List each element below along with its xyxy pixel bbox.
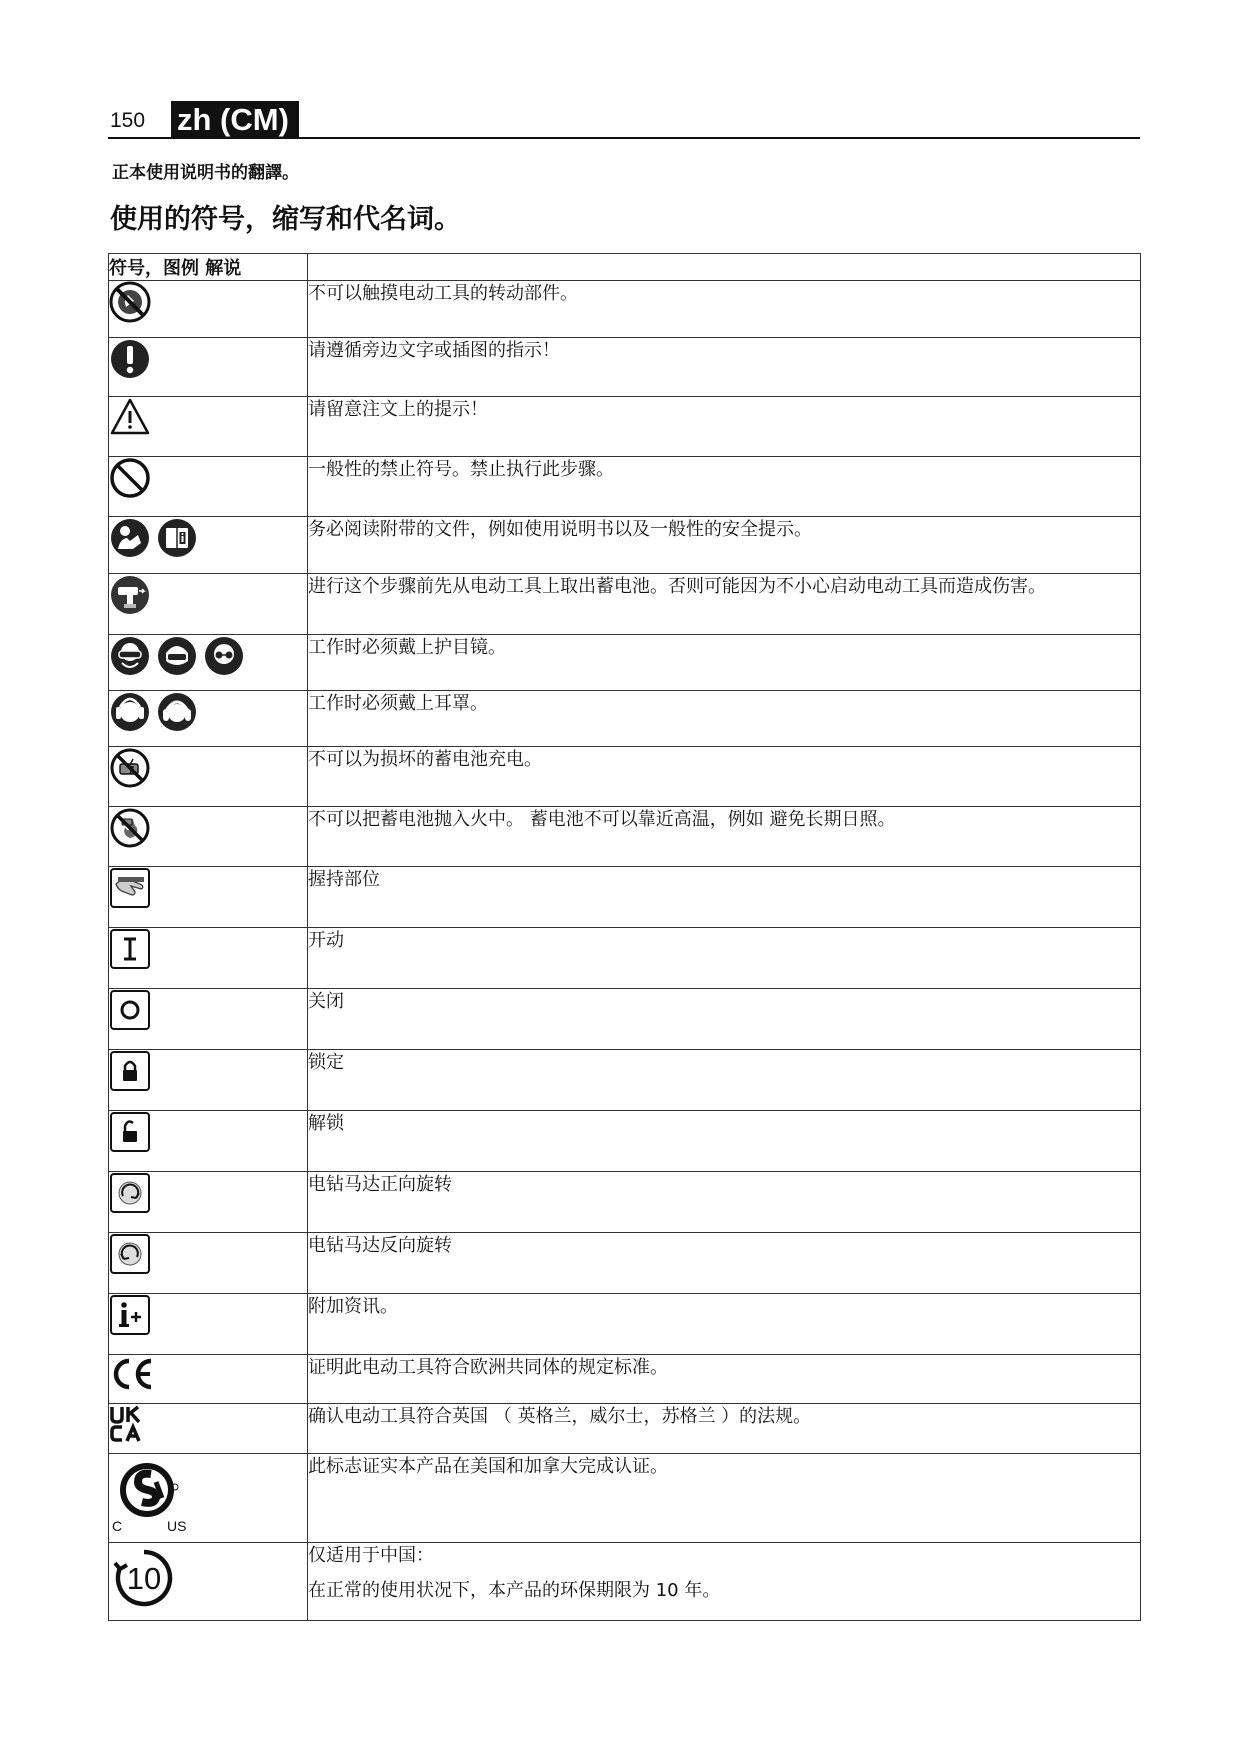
header-rule [108, 137, 1140, 139]
goggles-icon [109, 635, 151, 677]
table-row [109, 1294, 1141, 1355]
ear-protection-icon [109, 691, 151, 733]
table-row [109, 1172, 1141, 1233]
page-header [108, 101, 1140, 139]
no-touch-rotating-icon [109, 281, 151, 323]
table-row [109, 1404, 1141, 1454]
table-row [109, 1543, 1141, 1621]
face-shield-icon [156, 635, 198, 677]
row-description: 进行这个步骤前先从电动工具上取出蓄电池。否则可能因为不小心启动电动工具而造成伤害。 [308, 574, 1141, 635]
table-row [109, 807, 1141, 867]
row-description: 不可以触摸电动工具的转动部件。 [308, 281, 1141, 338]
exclamation-icon [109, 338, 151, 380]
row-description: 电钻马达正向旋转 [308, 1172, 1141, 1233]
remove-battery-icon [109, 574, 151, 616]
symbols-table [108, 253, 1141, 1621]
table-row [109, 338, 1141, 397]
header-description [308, 254, 1141, 281]
row-description: 请遵循旁边文字或插图的指示！ [308, 338, 1141, 397]
table-row [109, 989, 1141, 1050]
table-row [109, 574, 1141, 635]
rotate-counterclockwise-icon [109, 1233, 151, 1275]
table-row [109, 397, 1141, 457]
table-row [109, 457, 1141, 517]
row-description: 仅适用于中国： [308, 1545, 434, 1566]
page-number: 150 [110, 109, 146, 132]
row-description: 务必阅读附带的文件，例如使用说明书以及一般性的安全提示。 [308, 517, 1141, 574]
csa-us-label: US [167, 1518, 187, 1534]
switch-off-icon [109, 989, 151, 1031]
ce-mark-icon [109, 1355, 155, 1393]
ear-muffs-icon [156, 691, 198, 733]
table-row [109, 867, 1141, 928]
lock-icon [109, 1050, 151, 1092]
table-row [109, 1050, 1141, 1111]
switch-on-icon [109, 928, 151, 970]
safety-glasses-icon [203, 635, 245, 677]
epup-10-icon [109, 1543, 179, 1613]
row-description: 此标志证实本产品在美国和加拿大完成认证。 [308, 1454, 1141, 1543]
row-description: 握持部位 [308, 867, 1141, 928]
translation-note: 正本使用说明书的翻譯。 [112, 163, 299, 183]
ukca-mark-icon [109, 1404, 145, 1444]
csa-c-label: C [112, 1518, 123, 1534]
header-symbol: 符号，图例 解说 [109, 254, 308, 281]
no-charge-damaged-battery-icon [109, 747, 151, 789]
row-description: 附加资讯。 [308, 1294, 1141, 1355]
row-description: 不可以为损坏的蓄电池充电。 [308, 747, 1141, 807]
row-description: 工作时必须戴上护目镜。 [308, 635, 1141, 691]
read-manual-icon [109, 517, 151, 559]
table-row [109, 281, 1141, 338]
row-description: 电钻马达反向旋转 [308, 1233, 1141, 1294]
row-description: 一般性的禁止符号。禁止执行此步骤。 [308, 457, 1141, 517]
row-description: 开动 [308, 928, 1141, 989]
row-description: 请留意注文上的提示！ [308, 397, 1141, 457]
csa-mark-icon [109, 1454, 195, 1534]
table-row [109, 1454, 1141, 1543]
manual-book-icon [156, 517, 198, 559]
table-row [109, 1233, 1141, 1294]
row-description: 证明此电动工具符合欧洲共同体的规定标准。 [308, 1355, 1141, 1404]
additional-info-icon [109, 1294, 151, 1336]
grip-area-icon [109, 867, 151, 909]
no-fire-battery-icon [109, 807, 151, 849]
warning-triangle-icon [109, 397, 151, 437]
row-description: 锁定 [308, 1050, 1141, 1111]
table-row [109, 1111, 1141, 1172]
epup-years: 10 [126, 1561, 162, 1596]
table-row [109, 1355, 1141, 1404]
row-description-line2: 在正常的使用状况下，本产品的环保期限为 10 年。 [308, 1580, 721, 1601]
rotate-clockwise-icon [109, 1172, 151, 1214]
table-row [109, 635, 1141, 691]
table-row [109, 517, 1141, 574]
page-title: 使用的符号，缩写和代名词。 [110, 204, 461, 235]
row-description: 不可以把蓄电池抛入火中。 蓄电池不可以靠近高温，例如 避免长期日照。 [308, 807, 1141, 867]
unlock-icon [109, 1111, 151, 1153]
row-description: 关闭 [308, 989, 1141, 1050]
table-header-row [109, 254, 1141, 281]
row-description: 解锁 [308, 1111, 1141, 1172]
row-description: 工作时必须戴上耳罩。 [308, 691, 1141, 747]
prohibition-icon [109, 457, 151, 499]
table-row [109, 691, 1141, 747]
row-description: 确认电动工具符合英国 （ 英格兰，威尔士，苏格兰 ）的法规。 [308, 1404, 1141, 1454]
language-badge: zh (CM) [171, 101, 299, 137]
table-row [109, 747, 1141, 807]
table-row [109, 928, 1141, 989]
